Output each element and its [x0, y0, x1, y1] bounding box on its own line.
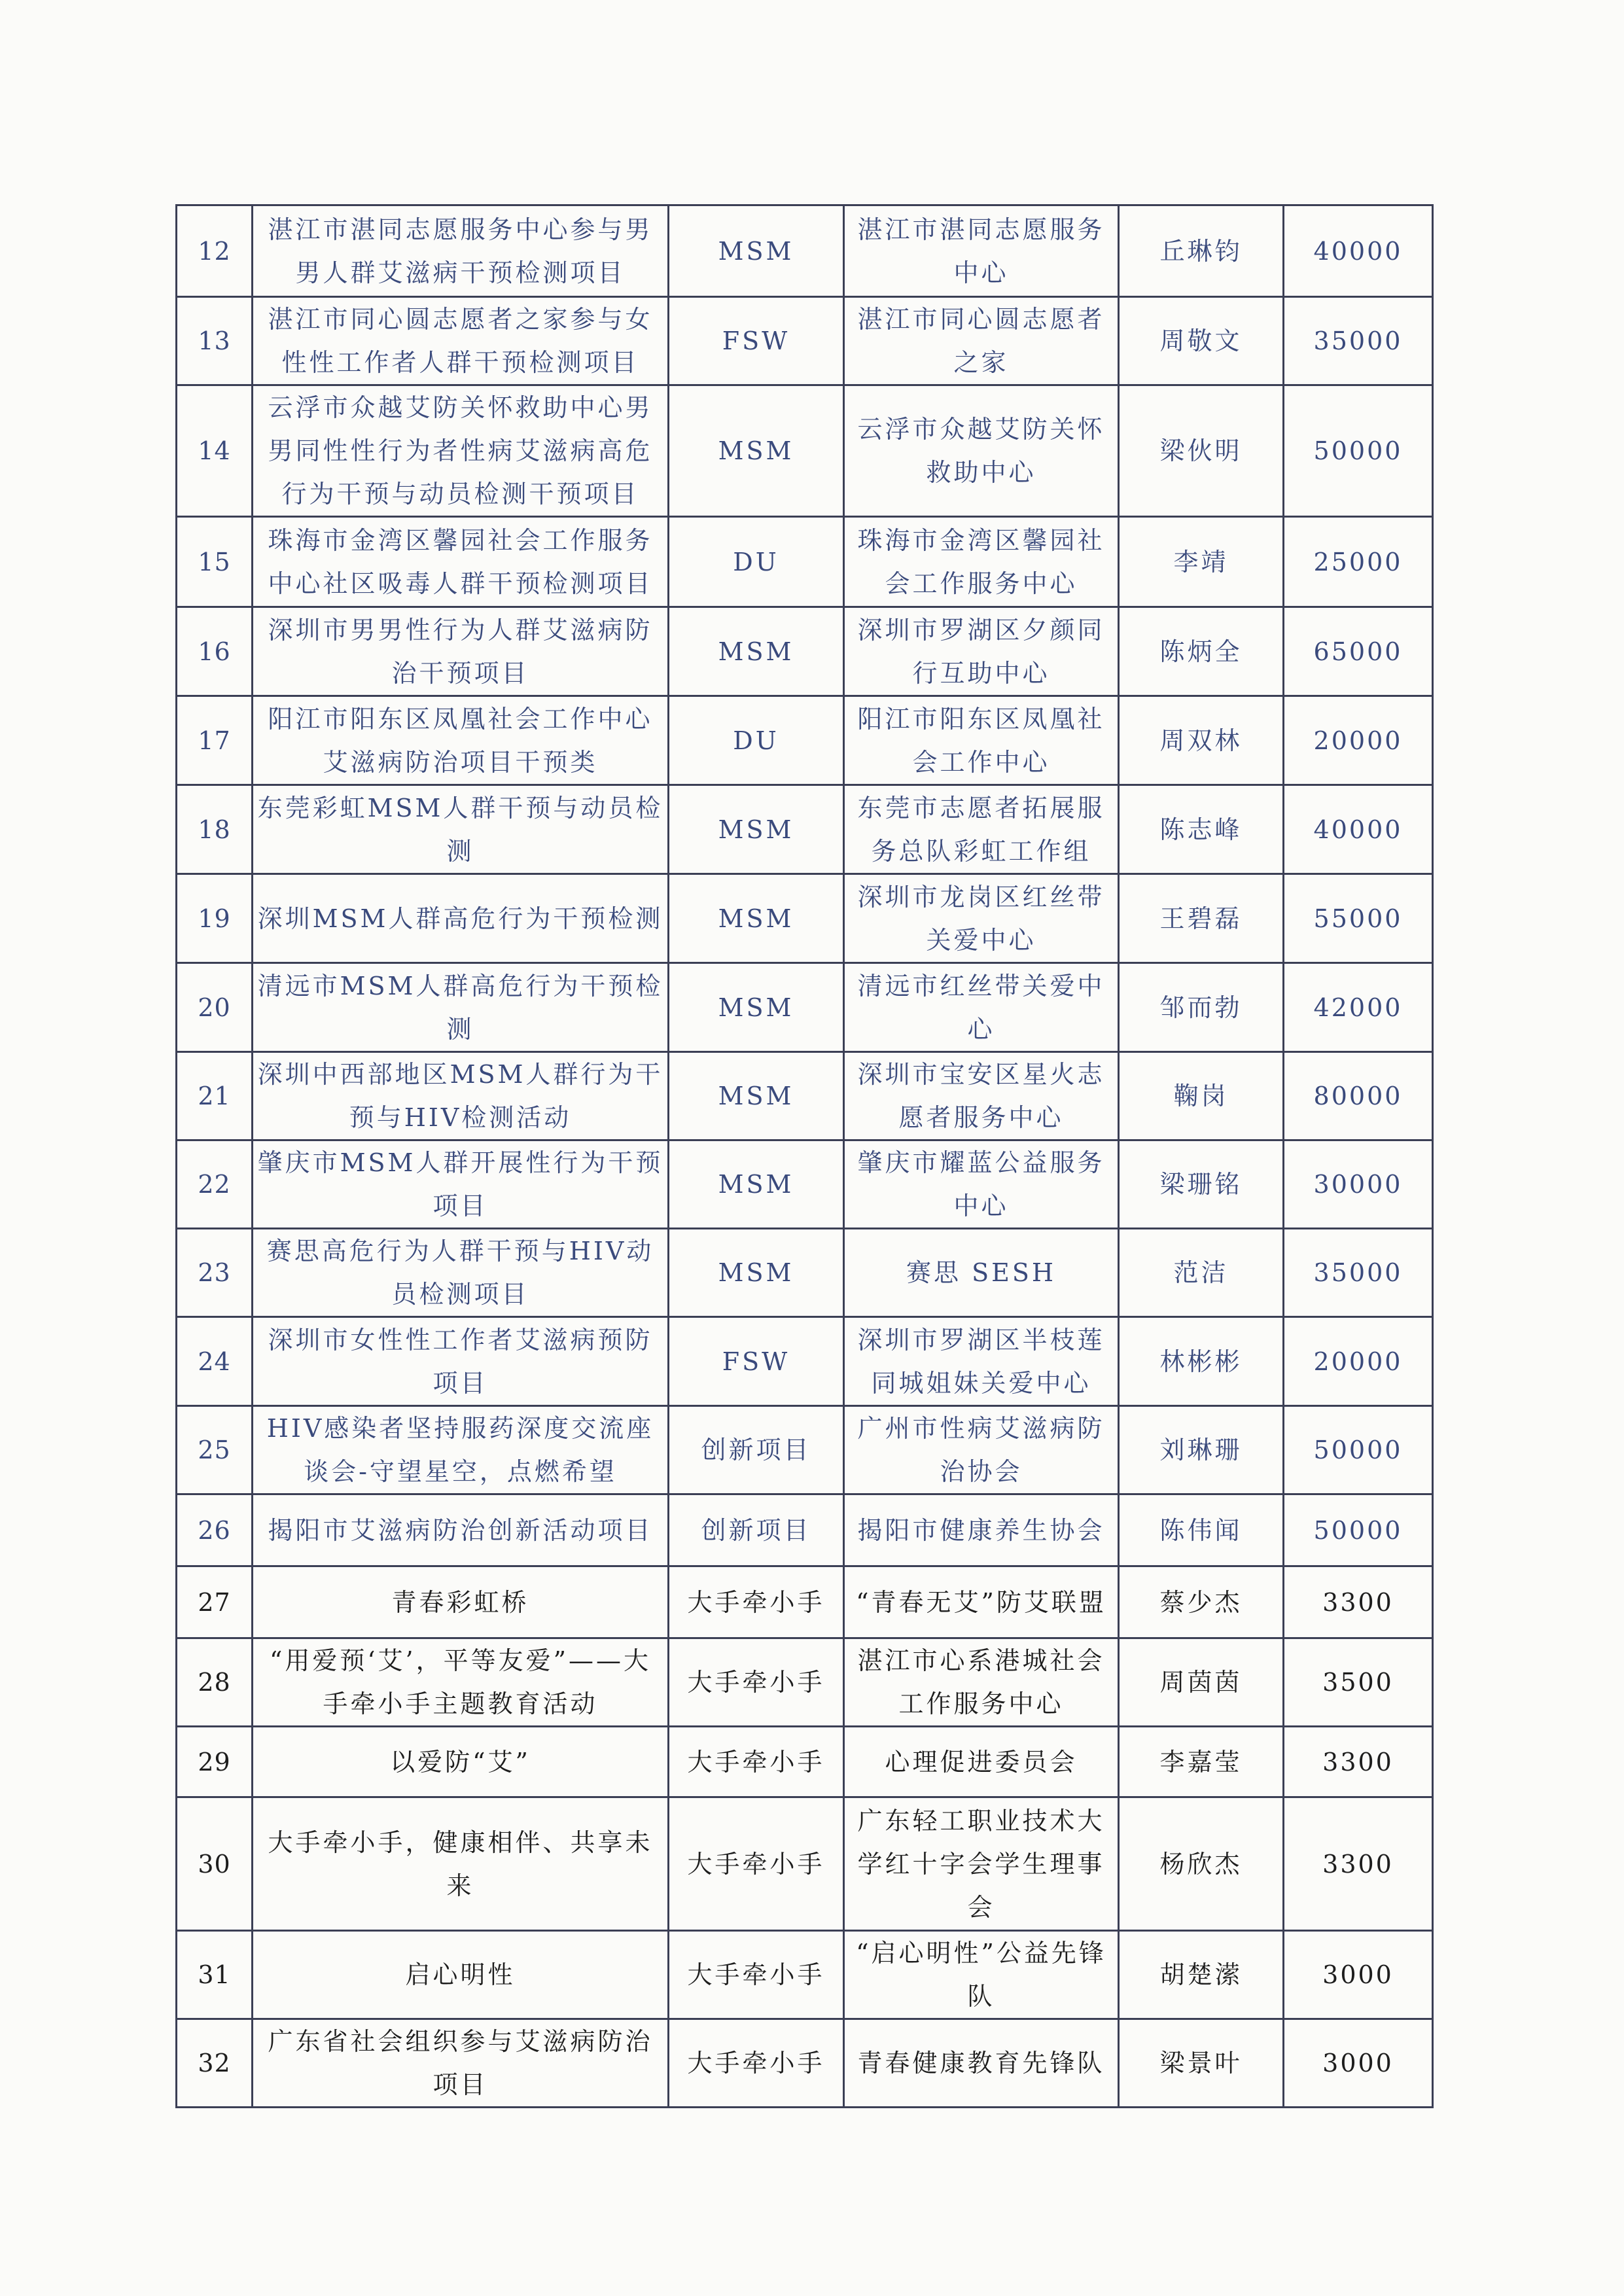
funding-amount-cell: 3300	[1284, 1727, 1433, 1797]
project-name-cell: 青春彩虹桥	[253, 1566, 669, 1638]
table-row	[177, 1638, 1433, 1727]
table-row	[177, 1406, 1433, 1494]
row-number-cell: 26	[177, 1494, 253, 1566]
funding-amount-cell: 55000	[1284, 874, 1433, 963]
row-number-cell: 14	[177, 385, 253, 517]
organization-cell: 云浮市众越艾防关怀救助中心	[844, 385, 1119, 517]
contact-person-cell: 李靖	[1119, 517, 1284, 607]
target-group-cell: DU	[669, 696, 844, 785]
organization-cell: 湛江市同心圆志愿者之家	[844, 297, 1119, 385]
contact-person-cell: 陈炳全	[1119, 607, 1284, 696]
organization-cell: 广东轻工职业技术大学红十字会学生理事会	[844, 1797, 1119, 1931]
table-row	[177, 1797, 1433, 1931]
project-name-cell: 湛江市同心圆志愿者之家参与女性性工作者人群干预检测项目	[253, 297, 669, 385]
target-group-cell: 大手牵小手	[669, 1638, 844, 1727]
target-group-cell: MSM	[669, 385, 844, 517]
project-name-cell: 大手牵小手，健康相伴、共享未来	[253, 1797, 669, 1931]
funding-amount-cell: 65000	[1284, 607, 1433, 696]
target-group-cell: MSM	[669, 1140, 844, 1229]
organization-cell: 湛江市心系港城社会工作服务中心	[844, 1638, 1119, 1727]
project-name-cell: 赛思高危行为人群干预与HIV动员检测项目	[253, 1229, 669, 1317]
organization-cell: 青春健康教育先锋队	[844, 2019, 1119, 2108]
contact-person-cell: 梁珊铭	[1119, 1140, 1284, 1229]
project-name-cell: 启心明性	[253, 1931, 669, 2019]
contact-person-cell: 鞠岗	[1119, 1052, 1284, 1140]
table-row	[177, 785, 1433, 874]
table-row	[177, 297, 1433, 385]
organization-cell: 深圳市罗湖区夕颜同行互助中心	[844, 607, 1119, 696]
target-group-cell: FSW	[669, 297, 844, 385]
row-number-cell: 29	[177, 1727, 253, 1797]
contact-person-cell: 周敬文	[1119, 297, 1284, 385]
table-row	[177, 517, 1433, 607]
row-number-cell: 22	[177, 1140, 253, 1229]
table-row	[177, 2019, 1433, 2108]
row-number-cell: 19	[177, 874, 253, 963]
contact-person-cell: 梁伙明	[1119, 385, 1284, 517]
table-row	[177, 1727, 1433, 1797]
target-group-cell: 大手牵小手	[669, 1566, 844, 1638]
funding-amount-cell: 30000	[1284, 1140, 1433, 1229]
funding-amount-cell: 20000	[1284, 696, 1433, 785]
project-name-cell: 深圳中西部地区MSM人群行为干预与HIV检测活动	[253, 1052, 669, 1140]
organization-cell: 肇庆市耀蓝公益服务中心	[844, 1140, 1119, 1229]
target-group-cell: 创新项目	[669, 1494, 844, 1566]
row-number-cell: 30	[177, 1797, 253, 1931]
row-number-cell: 18	[177, 785, 253, 874]
project-name-cell: 以爱防“艾”	[253, 1727, 669, 1797]
row-number-cell: 20	[177, 963, 253, 1052]
contact-person-cell: 邹而勃	[1119, 963, 1284, 1052]
organization-cell: 东莞市志愿者拓展服务总队彩虹工作组	[844, 785, 1119, 874]
target-group-cell: 大手牵小手	[669, 1797, 844, 1931]
row-number-cell: 23	[177, 1229, 253, 1317]
organization-cell: “青春无艾”防艾联盟	[844, 1566, 1119, 1638]
row-number-cell: 15	[177, 517, 253, 607]
table-row	[177, 205, 1433, 297]
contact-person-cell: 王碧磊	[1119, 874, 1284, 963]
funding-amount-cell: 35000	[1284, 297, 1433, 385]
contact-person-cell: 范洁	[1119, 1229, 1284, 1317]
contact-person-cell: 杨欣杰	[1119, 1797, 1284, 1931]
funding-amount-cell: 40000	[1284, 785, 1433, 874]
funding-amount-cell: 50000	[1284, 385, 1433, 517]
organization-cell: 阳江市阳东区凤凰社会工作中心	[844, 696, 1119, 785]
contact-person-cell: 胡楚潆	[1119, 1931, 1284, 2019]
project-name-cell: 肇庆市MSM人群开展性行为干预项目	[253, 1140, 669, 1229]
table-row	[177, 1317, 1433, 1406]
project-name-cell: 广东省社会组织参与艾滋病防治项目	[253, 2019, 669, 2108]
project-name-cell: “用爱预‘艾’，平等友爱”——大手牵小手主题教育活动	[253, 1638, 669, 1727]
funding-amount-cell: 50000	[1284, 1494, 1433, 1566]
funding-amount-cell: 3500	[1284, 1638, 1433, 1727]
contact-person-cell: 蔡少杰	[1119, 1566, 1284, 1638]
organization-cell: 揭阳市健康养生协会	[844, 1494, 1119, 1566]
table-row	[177, 696, 1433, 785]
funding-amount-cell: 50000	[1284, 1406, 1433, 1494]
target-group-cell: MSM	[669, 205, 844, 297]
funding-amount-cell: 42000	[1284, 963, 1433, 1052]
funding-amount-cell: 3300	[1284, 1566, 1433, 1638]
table-row	[177, 1229, 1433, 1317]
table-row	[177, 385, 1433, 517]
target-group-cell: MSM	[669, 1052, 844, 1140]
contact-person-cell: 周茵茵	[1119, 1638, 1284, 1727]
contact-person-cell: 李嘉莹	[1119, 1727, 1284, 1797]
project-name-cell: 深圳MSM人群高危行为干预检测	[253, 874, 669, 963]
target-group-cell: 大手牵小手	[669, 2019, 844, 2108]
organization-cell: 深圳市罗湖区半枝莲同城姐妹关爱中心	[844, 1317, 1119, 1406]
table-row	[177, 963, 1433, 1052]
target-group-cell: MSM	[669, 874, 844, 963]
row-number-cell: 25	[177, 1406, 253, 1494]
table-row	[177, 1052, 1433, 1140]
project-name-cell: 揭阳市艾滋病防治创新活动项目	[253, 1494, 669, 1566]
contact-person-cell: 周双林	[1119, 696, 1284, 785]
project-name-cell: 云浮市众越艾防关怀救助中心男男同性性行为者性病艾滋病高危行为干预与动员检测干预项目	[253, 385, 669, 517]
target-group-cell: MSM	[669, 785, 844, 874]
organization-cell: 深圳市宝安区星火志愿者服务中心	[844, 1052, 1119, 1140]
funding-amount-cell: 35000	[1284, 1229, 1433, 1317]
contact-person-cell: 陈志峰	[1119, 785, 1284, 874]
funding-amount-cell: 3300	[1284, 1797, 1433, 1931]
table-row	[177, 607, 1433, 696]
target-group-cell: MSM	[669, 1229, 844, 1317]
target-group-cell: 大手牵小手	[669, 1727, 844, 1797]
funding-amount-cell: 3000	[1284, 2019, 1433, 2108]
row-number-cell: 28	[177, 1638, 253, 1727]
row-number-cell: 17	[177, 696, 253, 785]
funding-amount-cell: 3000	[1284, 1931, 1433, 2019]
project-name-cell: 阳江市阳东区凤凰社会工作中心艾滋病防治项目干预类	[253, 696, 669, 785]
contact-person-cell: 林彬彬	[1119, 1317, 1284, 1406]
target-group-cell: 创新项目	[669, 1406, 844, 1494]
project-name-cell: 湛江市湛同志愿服务中心参与男男人群艾滋病干预检测项目	[253, 205, 669, 297]
funding-amount-cell: 20000	[1284, 1317, 1433, 1406]
row-number-cell: 31	[177, 1931, 253, 2019]
table-row	[177, 1140, 1433, 1229]
row-number-cell: 21	[177, 1052, 253, 1140]
row-number-cell: 24	[177, 1317, 253, 1406]
row-number-cell: 32	[177, 2019, 253, 2108]
target-group-cell: MSM	[669, 963, 844, 1052]
target-group-cell: DU	[669, 517, 844, 607]
row-number-cell: 27	[177, 1566, 253, 1638]
contact-person-cell: 刘琳珊	[1119, 1406, 1284, 1494]
project-name-cell: 深圳市男男性行为人群艾滋病防治干预项目	[253, 607, 669, 696]
contact-person-cell: 陈伟闻	[1119, 1494, 1284, 1566]
row-number-cell: 13	[177, 297, 253, 385]
organization-cell: 湛江市湛同志愿服务中心	[844, 205, 1119, 297]
table-row	[177, 874, 1433, 963]
project-name-cell: HIV感染者坚持服药深度交流座谈会-守望星空，点燃希望	[253, 1406, 669, 1494]
row-number-cell: 12	[177, 205, 253, 297]
table-row	[177, 1566, 1433, 1638]
table-row	[177, 1931, 1433, 2019]
contact-person-cell: 丘琳钧	[1119, 205, 1284, 297]
target-group-cell: 大手牵小手	[669, 1931, 844, 2019]
organization-cell: 心理促进委员会	[844, 1727, 1119, 1797]
project-table-body	[177, 205, 1433, 2108]
target-group-cell: FSW	[669, 1317, 844, 1406]
funding-amount-cell: 25000	[1284, 517, 1433, 607]
organization-cell: 深圳市龙岗区红丝带关爱中心	[844, 874, 1119, 963]
organization-cell: “启心明性”公益先锋队	[844, 1931, 1119, 2019]
project-table	[175, 204, 1434, 2108]
project-name-cell: 东莞彩虹MSM人群干预与动员检测	[253, 785, 669, 874]
organization-cell: 广州市性病艾滋病防治协会	[844, 1406, 1119, 1494]
organization-cell: 赛思 SESH	[844, 1229, 1119, 1317]
organization-cell: 珠海市金湾区馨园社会工作服务中心	[844, 517, 1119, 607]
funding-amount-cell: 40000	[1284, 205, 1433, 297]
organization-cell: 清远市红丝带关爱中心	[844, 963, 1119, 1052]
project-name-cell: 深圳市女性性工作者艾滋病预防项目	[253, 1317, 669, 1406]
contact-person-cell: 梁景叶	[1119, 2019, 1284, 2108]
target-group-cell: MSM	[669, 607, 844, 696]
table-row	[177, 1494, 1433, 1566]
row-number-cell: 16	[177, 607, 253, 696]
funding-amount-cell: 80000	[1284, 1052, 1433, 1140]
project-name-cell: 珠海市金湾区馨园社会工作服务中心社区吸毒人群干预检测项目	[253, 517, 669, 607]
project-name-cell: 清远市MSM人群高危行为干预检测	[253, 963, 669, 1052]
